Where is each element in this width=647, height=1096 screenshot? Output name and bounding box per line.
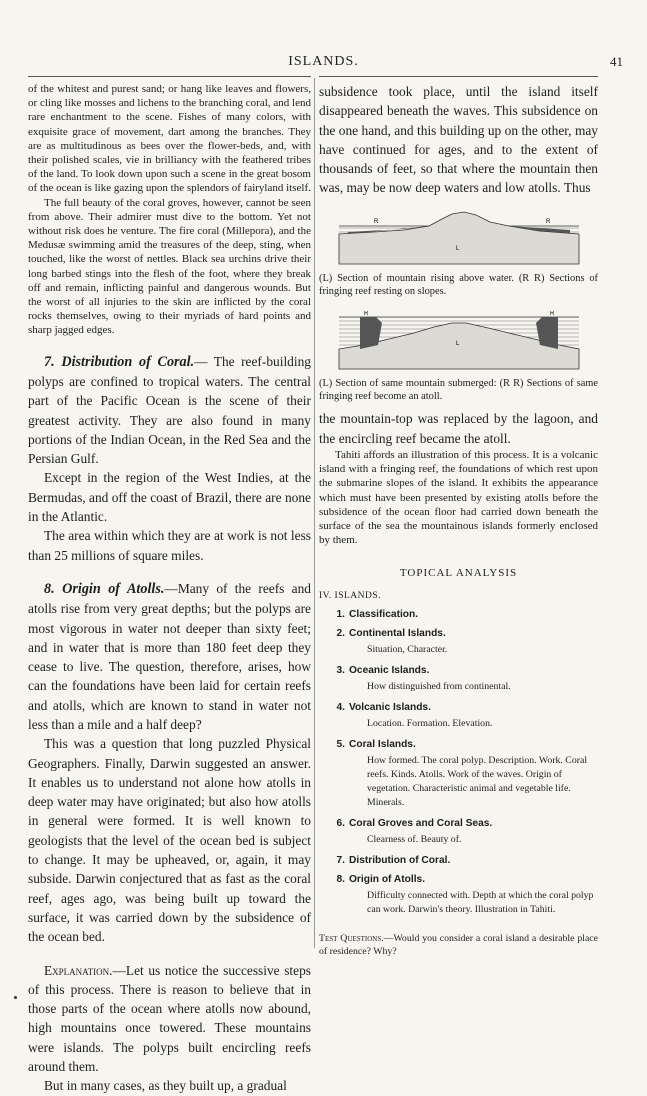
topic-subtopics: Difficulty connected with. Depth at which the coral polyp can work. Darwin's theory. Illustration in Tahiti. (367, 890, 594, 916)
figure-2-caption: (L) Section of same mountain submerged: (R R) Sections of same fringing reef become an atoll. (319, 377, 598, 402)
section-8-text: —Many of the reefs and atolls rise from very great depths; but the polyps are most vigorous in water not deeper than sixty feet; and in water that is more than 180 feet deep they cease to live. The question, therefore, arises, how can the foundations have been laid for certain reefs and atolls, which are known to stand in water not less than a mile and a half deep? (28, 580, 311, 732)
fig1-label-l: L (455, 245, 459, 252)
topic-title: Classification. (349, 609, 419, 621)
topic-item: 5. Coral Islands. (336, 739, 416, 751)
topic-subtopics: Situation, Character. (367, 644, 448, 656)
page-speck (14, 996, 17, 999)
coral-beauty-paragraph: of the whitest and purest sand; or hang like leaves and flowers, or cling like mosses and lichens to the branching coral, and lend rare enchantment to the scene. Fishes of many colors, with exquisite grace of movement, dart among the branches. They are as multitudinous as bees over the flower-beds, and, with their polished scales, vie in brilliancy with the feathered tribes of the land. To look down upon such a scene in the great bosom of the ocean is like gazing upon the splendors of fairyland itself. (28, 83, 311, 195)
topic-item: 7. Distribution of Coral. (336, 855, 451, 867)
right-column (319, 82, 598, 959)
fig2-label-r-right: R (549, 310, 554, 317)
section-8-heading: 8. Origin of Atolls. (44, 580, 165, 597)
page-header (0, 54, 647, 74)
topic-item: 6. Coral Groves and Coral Seas. (336, 818, 493, 830)
figure-1-caption: (L) Section of mountain rising above water. (R R) Sections of fringing reef resting on slopes. (319, 272, 598, 298)
section-8 (28, 579, 311, 734)
section-7-atlantic-paragraph: Except in the region of the West Indies, at the Bermudas, and off the coast of Brazil, there are none in the Atlantic. (28, 470, 311, 525)
fig1-label-r-right: R (545, 218, 550, 225)
topic-subtopics: How distinguished from continental. (367, 681, 511, 693)
topic-title: Coral Groves and Coral Seas. (349, 818, 493, 830)
section-7-area-paragraph: The area within which they are at work is not less than 25 millions of square miles. (28, 528, 311, 563)
topic-item: 2. Continental Islands. (336, 628, 446, 640)
section-7-text: — The reef-building polyps are confined to tropical waters. The central part of the Pacific Ocean is the scene of their greatest activity. They are also found in many portions of the Indian Ocean, in the Red Sea and the Persian Gulf. (28, 353, 311, 467)
topic-title: Oceanic Islands. (349, 665, 430, 677)
subsidence-paragraph-end: subsidence took place, until the island itself disappeared beneath the waves. This subsidence on the one hand, and this building up on the other, may have continued for ages, and to the extent of thousands of feet, so that where the mountain then was, may be now deep waters and low atolls. Thus (319, 84, 598, 196)
darwin-paragraph: This was a question that long puzzled Physical Geographers. Finally, Darwin suggested an answer. It enables us to understand not alone how atolls in deep water may have originated; but also how atolls in general were formed. It is well known to geologists that the level of the ocean bed is subject to change. It may be upheaved, or, again, it may subside. Darwin conjectured that as fast as the coral reef, ages ago, was being built up toward the surface, it was carried down by the subsidence of the ocean bed. (28, 736, 311, 945)
topical-analysis-title: TOPICAL ANALYSIS (399, 567, 518, 580)
topic-subtopics: Clearness of. Beauty of. (367, 834, 462, 846)
header-rule-left (28, 76, 311, 77)
fringing-reef-diagram (334, 210, 584, 268)
coral-groves-paragraph: The full beauty of the coral groves, however, cannot be seen from above. Their admirer must dive to the bottom. Yet not without risk does he venture. The fire coral (Millepora), and the Medusæ swimming amid the treasures of the deep, sting, when touched, like the worst of nettles. Black sea urchins drive their long barbed stings into the flesh of the foot, where they break off and remain, inflicting painful and dangerous wounds. But the worst of all injuries to the skin are inflicted by the coral rocks themselves, owing to their myriads of hard points and sharp jagged edges. (28, 196, 311, 337)
tahiti-paragraph: Tahiti affords an illustration of this process. It is a volcanic island with a fringing reef, the foundations of which rest upon the submarine slopes of the island. It exhibits the appearance which must have been presented by existing atolls before the subsidence of the ocean floor had carried down beneath the surface of the sea the mountainous islands formerly enclosed by them. (319, 449, 598, 547)
explanation-label: Explanation. (44, 962, 113, 978)
test-questions-text: —Would you consider a coral island a desirable place of residence? Why? (319, 933, 598, 958)
atoll-diagram (334, 311, 584, 373)
column-divider (314, 78, 315, 948)
topic-title: Coral Islands. (349, 739, 416, 751)
section-7 (28, 352, 311, 469)
fig2-label-l: L (455, 340, 459, 347)
lagoon-paragraph: the mountain-top was replaced by the lagoon, and the encircling reef became the atoll. (319, 411, 598, 446)
topic-subtopics: Location. Formation. Elevation. (367, 718, 493, 730)
topic-item: 4. Volcanic Islands. (336, 702, 431, 714)
topic-title: Continental Islands. (349, 628, 446, 640)
explanation-text: —Let us notice the successive steps of this process. There is reason to believe that in those parts of the ocean where atolls now abound, high mountains once towered. These mountains were islands. The polyps built encircling reefs around them. (28, 962, 311, 1075)
topic-title: Volcanic Islands. (349, 702, 431, 714)
topical-analysis-section: IV. ISLANDS. (319, 591, 382, 602)
subsidence-paragraph-start: But in many cases, as they built up, a gradual (44, 1078, 287, 1094)
figure-mountain-above-water (319, 210, 598, 299)
test-questions (319, 933, 598, 958)
topic-list (319, 609, 598, 917)
fig2-label-r-left: R (363, 310, 368, 317)
left-column (28, 82, 311, 1096)
page-number: 41 (610, 54, 623, 69)
running-title: ISLANDS. (288, 54, 359, 69)
topic-item: 3. Oceanic Islands. (336, 665, 430, 677)
topic-title: Distribution of Coral. (349, 855, 451, 867)
test-questions-label: Test Questions. (319, 933, 384, 945)
explanation (28, 961, 311, 1077)
figure-mountain-submerged (319, 311, 598, 404)
topic-item: 1. Classification. (336, 609, 419, 621)
topic-item: 8. Origin of Atolls. (336, 874, 426, 886)
topic-subtopics: How formed. The coral polyp. Description. Work. Coral reefs. Kinds. Atolls. Work of the waves. Origin of vegetation. Characteristic animal and vegetable life. Minerals. (367, 755, 588, 809)
header-rule-right (319, 76, 598, 77)
topic-title: Origin of Atolls. (349, 874, 426, 886)
section-7-heading: 7. Distribution of Coral. (44, 353, 195, 370)
fig1-label-r-left: R (373, 218, 378, 225)
